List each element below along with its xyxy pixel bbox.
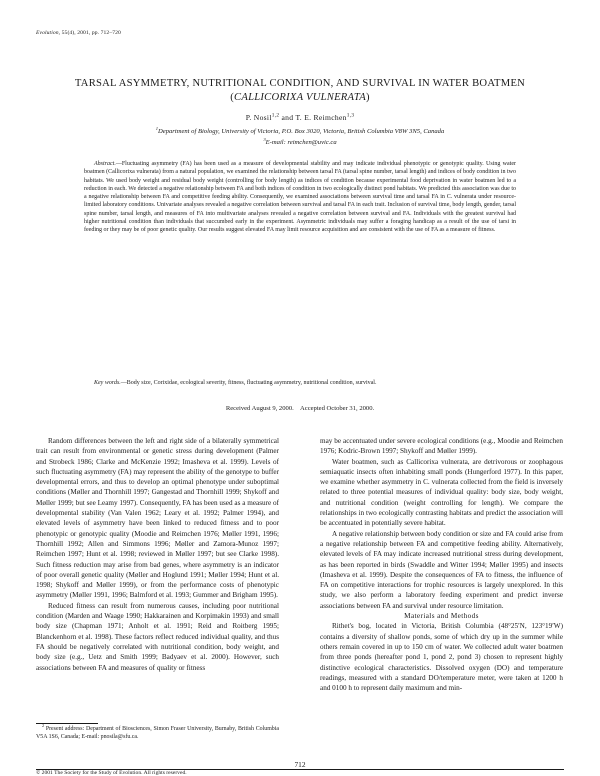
author-nosil: P. Nosil [245, 113, 272, 122]
journal-volume-pages: 55(4), 2001, pp. 712–720 [60, 30, 121, 36]
footnote-text: Present address: Department of Biosciences, Simon Fraser University, Burnaby, British Columbia V5A 1S6, Canada; E-mail: pnosila@sfu.ca. [36, 726, 279, 740]
author-line [40, 113, 560, 122]
abstract-text: —Fluctuating asymmetry (FA) has been used as a measure of developmental stability and may indicate individual phenotypic or genotypic quality. Using water boatmen (Callicorixa vulnerata) from a natural population, we examined the relationship between tarsal FA (tarsal spine number, tarsal length) and indices of body condition in two habitats. We used body weight and residual body weight (controlling for body length) as indices of condition because experimental food deprivation in water boatmen led to a reduction in each. We detected a negative relationship between FA and both indices of condition in two ecologically distinct pond habitats. We predicted this association was due to a negative relationship between FA and competitive feeding ability. Consequently, we examined associations between survival time and tarsal FA in C. vulnerata under resource-limited laboratory conditions. Univariate analyses revealed a negative correlation between survival and tarsal FA in each trait. Inclusion of survival time, body length, gender, tarsal spine number, tarsal length, and measures of FA into multivariate analyses revealed a negative correlation between survival and FA. Individuals with the greatest survival had higher nutritional condition than individuals that succumbed early in the experiment. Asymmetric individuals may suffer a foraging handicap as a result of the use of tarsi in feeding or they may be of poor genetic quality. Our results suggest elevated FA may limit resource acquisition and are consistent with the use of FA as a measure of fitness. [84, 161, 516, 234]
author-reimchen-sup: 1,3 [346, 112, 355, 119]
keywords-label: Key words. [94, 380, 121, 386]
intro-paragraph-2: Reduced fitness can result from numerous causes, including poor nutritional condition (Marden and Waage 1990; Hakkarainen and Korpimakin 1993) and small body size (Chapman 1971; Anholt et al. 1991; Reid and Roitberg 1995; Blanckenhorn et al. 1998). These factors reflect reduced individual quality, and thus FA should be negatively correlated with nutritional condition, body weight, and body size (e.g., Uetz and Smith 1999; Badyaev et al. 2000). However, such associations between FA and measures of quality or fitness [36, 601, 279, 672]
section-heading-methods: Materials and Methods [404, 612, 479, 621]
title-species: CALLICORIXA VULNERATA [234, 92, 366, 103]
keywords [84, 379, 516, 387]
body-column-right [320, 436, 563, 756]
affiliation [40, 125, 560, 135]
abstract-label: Abstract. [94, 161, 116, 167]
footnote [36, 723, 279, 742]
article-title [40, 77, 560, 105]
abstract-paragraph [84, 160, 516, 235]
title-close: ) [365, 92, 370, 103]
methods-paragraph-1: Rithet's bog, located in Victoria, British Columbia (48°25′N, 123°19′W) contains a diversity of shallow ponds, some of which dry up in the summer while others remain covered in up to 150 cm of water. We collected adult water boatmen from three ponds (hereafter pond 1, pond 2, pond 3) chosen to represent highly distinctive ecological characteristics. Dissolved oxygen (DO) and temperature readings, measured with a standard DO/temperature meter, were taken at 1200 h and 0100 h to represent daily maximum and min- [320, 622, 563, 693]
title-main: TARSAL ASYMMETRY, NUTRITIONAL CONDITION, AND SURVIVAL IN WATER BOATMEN ( [74, 78, 526, 103]
journal-citation [36, 30, 121, 36]
received-accepted-dates: Received August 9, 2000. Accepted October 31, 2000. [225, 405, 375, 412]
copyright-notice: © 2001 The Society for the Study of Evolution. All rights reserved. [36, 770, 187, 776]
author-nosil-sup: 1,2 [271, 112, 280, 119]
page-number: 712 [294, 760, 306, 769]
abstract [84, 160, 516, 235]
keywords-text: —Body size, Corixidae, ecological severity, fitness, fluctuating asymmetry, nutritional condition, survival. [120, 380, 377, 386]
author-reimchen: T. E. Reimchen [295, 113, 347, 122]
intro-paragraph-1: Random differences between the left and right side of a bilaterally symmetrical trait can result from environmental or genetic stress during development (Palmer and Strobeck 1986; Clarke and McKenzie 1992; Imasheva et al. 1999). Levels of such fluctuating asymmetry (FA) may represent the ability of the genotype to buffer developmental errors, and thus to develop an optimal phenotype under suboptimal conditions (Møller and Thornhill 1997; Gangestad and Thornhill 1999; Shykoff and Møller 1999; but see Leamy 1997). Consequently, FA has been used as a measure of developmental stability (Van Valen 1962; Leary et al. 1992; Palmer 1994), and elevated levels of asymmetry have been linked to reduced fitness and to poor phenotypic or genotypic quality (Moodie and Reimchen 1976; Møller 1991, 1996; Thornhill 1992; Allen and Simmons 1996; Møller and Zamora-Munoz 1997; Reimchen 1997; Hunt et al. 1998; reviewed in Møller 1997; but see Clarke 1998). Such fitness reduction may arise from bad genes, where asymmetry is an indicator of poor overall genetic quality (Møller and Hoglund 1991; Møller 1994; Hunt et al. 1998; Shykoff and Møller 1999), or from the performance costs of phenotypic asymmetry (Møller 1991, 1996; Balmford et al. 1993; Gummer and Brigham 1995). [36, 437, 279, 600]
authors-and: and [279, 113, 296, 122]
affiliation-text: Department of Biology, University of Victoria, P.O. Box 3020, Victoria, British Columbia V8W 3N5, Canada [158, 128, 445, 135]
intro-paragraph-3: may be accentuated under severe ecological conditions (e.g., Moodie and Reimchen 1976; Kodric-Brown 1997; Shykoff and Møller 1999). [320, 437, 563, 456]
footnote-divider [36, 723, 98, 724]
journal-name: Evolution, [36, 30, 61, 36]
intro-paragraph-4: Water boatmen, such as Callicorixa vulnerata, are detrivorous or zoophagous semiaquatic insects often inhabiting small ponds (Hungerford 1977). In this paper, we examine whether asymmetry in C. vulnerata collected from the field is inversely related to three potential measures of individual quality: body size, body weight, and nutritional condition (weight controlling for length). We compare the relationships in two ecologically contrasting habitats and predict the association will be accentuated in potentially severe habitat. [320, 457, 563, 528]
contact-email [40, 136, 560, 146]
footnote-sup: 2 [42, 723, 45, 729]
email-text: E-mail: reimchen@uvic.ca [265, 139, 337, 146]
intro-paragraph-5: A negative relationship between body condition or size and FA could arise from a negative relationship between FA and competitive feeding ability. Alternatively, elevated levels of FA may indicate increased nutritional stress during development, as has been reported in birds (Swaddle and Witter 1994; Møller 1995) and insects (Imasheva et al. 1999). Despite the consequences of FA to fitness, the influence of FA on competitive interactions for trophic resources is largely unexplored. In this study, we also perform a laboratory feeding experiment and predict inverse associations between FA and survival under resource limitation. [320, 529, 563, 610]
email-sup: 3 [263, 136, 266, 142]
body-column-left [36, 436, 279, 720]
affiliation-sup: 1 [155, 125, 159, 131]
